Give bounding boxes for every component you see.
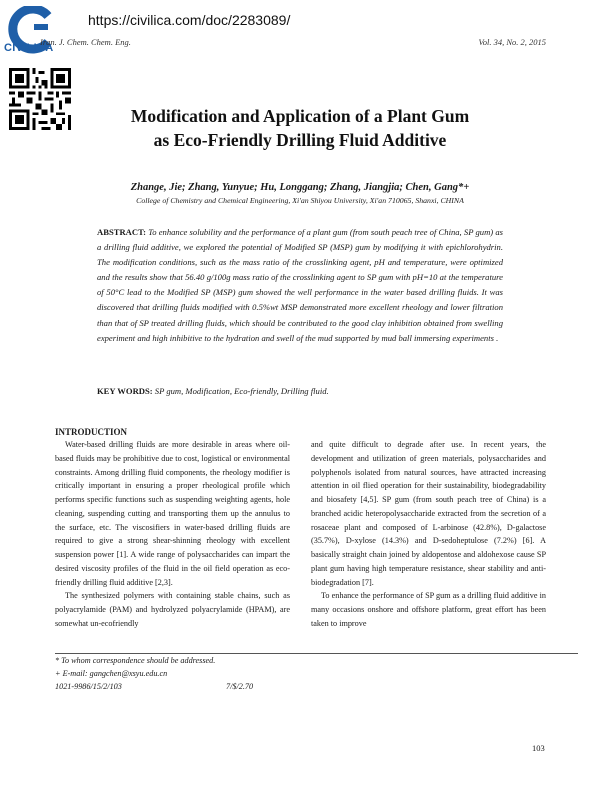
left-column	[55, 438, 290, 651]
keywords-label: KEY WORDS:	[97, 386, 153, 396]
paragraph: To enhance the performance of SP gum as a drilling fluid additive in many occasions onshore and offshore platform, great effort has been taken to improve	[311, 591, 546, 628]
footnote-issn: 1021-9986/15/2/103	[55, 682, 122, 691]
footnote-email: + E-mail: gangchen@xsyu.edu.cn	[55, 669, 168, 678]
paper-title	[60, 104, 540, 152]
affiliation: College of Chemistry and Chemical Engineering, Xi'an Shiyou University, Xi'an 710065, Shanxi, CHINA	[136, 196, 464, 205]
journal-name: Iran. J. Chem. Chem. Eng.	[40, 37, 131, 47]
footnote-price: 7/$/2.70	[226, 682, 254, 691]
abstract-label: ABSTRACT:	[97, 227, 147, 237]
page-number: 103	[532, 743, 545, 753]
author-list: Zhange, Jie; Zhang, Yunyue; Hu, Longgang; Zhang, Jiangjia; Chen, Gang*+	[130, 182, 470, 193]
title-line-2: as Eco-Friendly Drilling Fluid Additive	[153, 130, 447, 150]
volume-info: Vol. 34, No. 2, 2015	[478, 37, 546, 47]
paragraph: The synthesized polymers with containing stable chains, such as polyacrylamide (PAM) and hydrolyzed polyacrylamide (HPAM), are somewhat un-ecofriendly	[55, 591, 290, 628]
footnote-divider	[55, 653, 578, 654]
paragraph: Water-based drilling fluids are more desirable in areas where oil-based fluids may be prohibitive due to cost, logistical or environmental constraints. Among drilling fluid components, the rheology modifier is critically important in ensuring a proper rheological profile which performs specific functions such as suspending weighting agents, hole cleaning, suspending cutting and transporting them up the annulus to the surface, etc. The viscosifiers in water-based drilling fluids are required to give a strong shear-shinning rheology with excellent suspension power [1]. A wide range of polysaccharides can impart the desired viscosity profiles of the fluid in the oil field operation as eco-friendly drilling fluid additive [2,3].	[55, 440, 290, 587]
right-column	[311, 438, 546, 651]
section-heading: INTRODUCTION	[55, 427, 128, 437]
document-url[interactable]: https://civilica.com/doc/2283089/	[88, 12, 291, 28]
keywords-text: SP gum, Modification, Eco-friendly, Drilling fluid.	[154, 386, 329, 396]
title-line-1: Modification and Application of a Plant Gum	[130, 106, 470, 126]
abstract	[97, 225, 503, 346]
keywords	[97, 386, 503, 396]
footnote-correspondence: * To whom correspondence should be addressed.	[55, 656, 216, 665]
abstract-text: To enhance solubility and the performance of a plant gum (from south peach tree of China, SP gum) as a drilling fluid additive, we explored the potential of Modified SP (MSP) gum by modifying it with epichlorohydrin. The modification conditions, such as the mass ratio of the crosslinking agent, pH and temperature, were optimized and the results show that 56.40 g/100g mass ratio of the crosslinking agent to SP gum with pH=10 at the temperature of 50°C lead to the Modified SP (MSP) gum showed the well performance in the water based drilling fluids. It was discovered that drilling fluids modified with 0.5%wt MSP demonstrated more excellent rheology and lower filtration than that of SP treated drilling fluids, which should be contributed to the good clay inhibition obtained from swelling experiment and high inhibitive to the hydration and swell of the mud supported by mud ball immersing experiments .	[97, 227, 503, 343]
paragraph: and quite difficult to degrade after use. In recent years, the development and utilization of green materials, polysaccharides and polyphenols isolated from natural sources, have attracted increasing attention in oil flied operation for their sustainability, biodegradability and biosafety [4,5]. SP gum (from south peach tree of China) is a branched acidic heteropolysaccharide extracted from the secretion of a rosaceae plant and composed of L-arbinose (42.8%), D-galactose (35.7%), D-xylose (14.3%) and D-sedoheptulose (7.2%) [6]. A basically straight chain joined by aldopentose and aldohexose cause SP plant gum having high temperature resistance, shear stability and anti-biodegradation [7].	[311, 440, 546, 587]
logo-text: CIVILICA	[4, 42, 54, 54]
